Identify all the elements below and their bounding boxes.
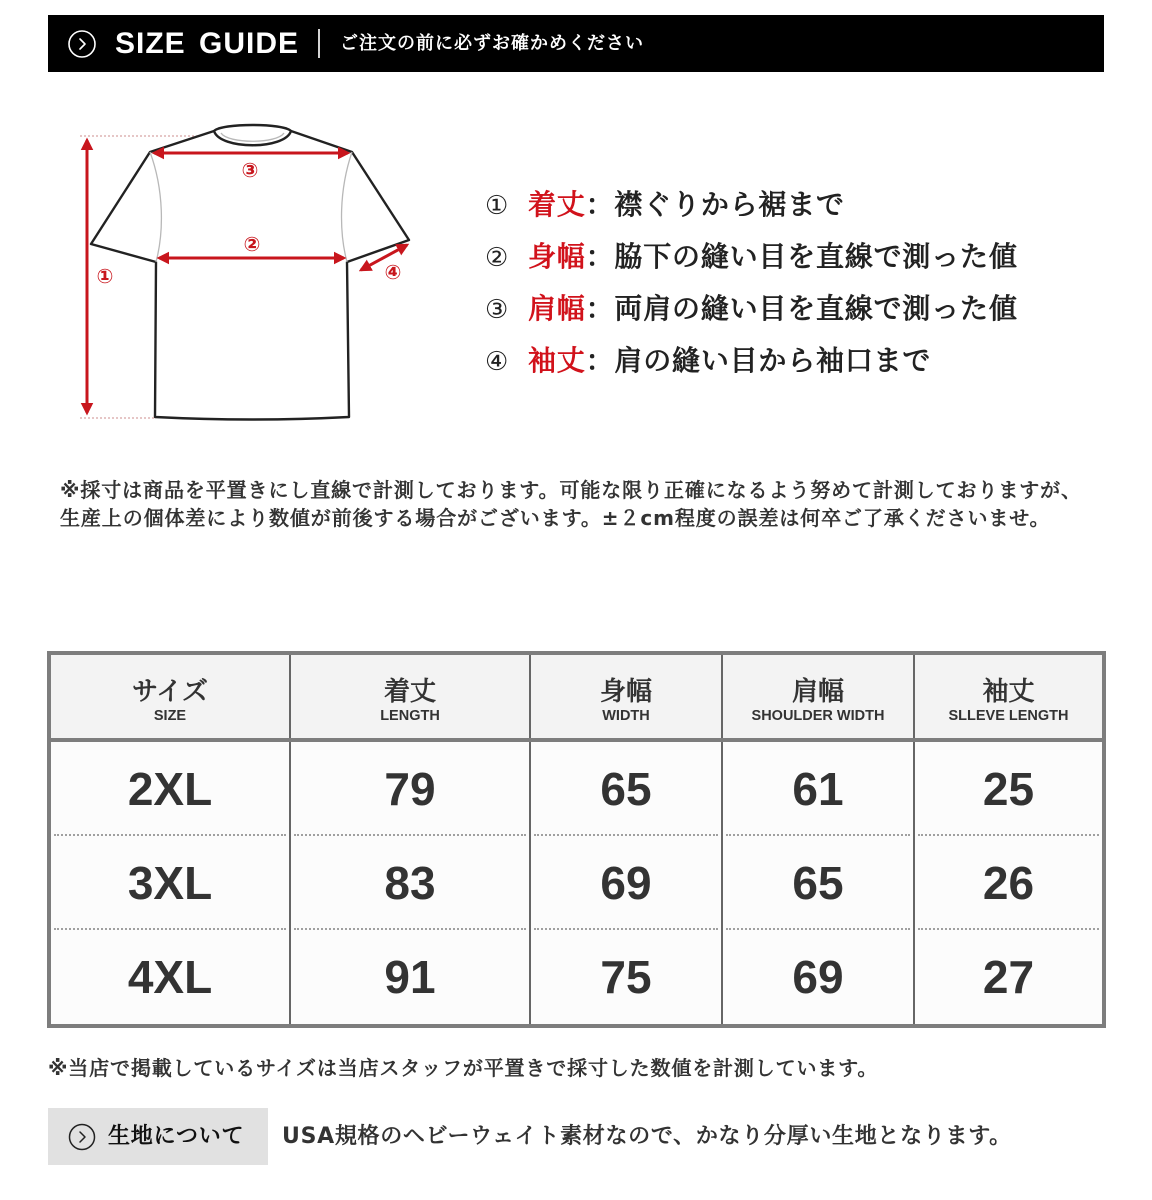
legend-number: ③ xyxy=(485,295,509,325)
sleeve-length-cell: 25 xyxy=(913,742,1102,836)
table-row xyxy=(51,930,1102,1024)
header-label-en: LENGTH xyxy=(380,708,440,724)
sleeve-marker: ④ xyxy=(384,260,402,284)
legend-number: ④ xyxy=(485,347,509,377)
measurement-legend xyxy=(485,188,1125,396)
header-label-ja: 肩幅 xyxy=(791,677,844,707)
table-row xyxy=(51,742,1102,836)
header-label-en: SHOULDER WIDTH xyxy=(751,708,885,724)
legend-term: 袖丈 xyxy=(528,344,586,377)
legend-separator: ： xyxy=(585,292,615,325)
header-subtitle: ご注文の前に必ずお確かめください xyxy=(340,33,644,54)
header-label-ja: 袖丈 xyxy=(982,677,1035,707)
table-row xyxy=(51,836,1102,930)
header-label-ja: 身幅 xyxy=(599,677,652,707)
legend-description: 両肩の縫い目を直線で測った値 xyxy=(614,292,1018,325)
chevron-right-circle-icon xyxy=(68,1123,96,1151)
legend-number: ① xyxy=(485,191,509,221)
shoulder-width-cell: 69 xyxy=(721,930,913,1024)
header-label-ja: サイズ xyxy=(132,677,208,707)
fabric-label: 生地について xyxy=(108,1124,245,1149)
legend-separator: ： xyxy=(585,344,615,377)
size-table xyxy=(47,651,1106,1028)
header-cell-size xyxy=(51,655,289,738)
table-header-row xyxy=(51,655,1102,742)
length-cell: 91 xyxy=(289,930,529,1024)
size-source-note: ※当店で掲載しているサイズは当店スタッフが平置きで採寸した数値を計測しています。 xyxy=(48,1056,879,1080)
size-cell: 3XL xyxy=(51,836,289,930)
legend-item-shoulder xyxy=(485,292,1125,344)
width-marker: ② xyxy=(243,232,261,256)
length-cell: 79 xyxy=(289,742,529,836)
header-cell-length xyxy=(289,655,529,738)
legend-description: 脇下の縫い目を直線で測った値 xyxy=(614,240,1018,273)
legend-number: ② xyxy=(485,243,509,273)
header-label-en: WIDTH xyxy=(602,708,650,724)
sleeve-length-cell: 27 xyxy=(913,930,1102,1024)
legend-item-width xyxy=(485,240,1125,292)
measurement-note-line: ※採寸は商品を平置きにし直線で計測しております。可能な限り正確になるよう努めて計測しておりますが、 xyxy=(60,478,1082,502)
length-cell: 83 xyxy=(289,836,529,930)
header-label-ja: 着丈 xyxy=(383,677,436,707)
legend-item-sleeve xyxy=(485,344,1125,396)
legend-separator: ： xyxy=(585,240,615,273)
legend-separator: ： xyxy=(585,188,615,221)
shoulder-width-cell: 61 xyxy=(721,742,913,836)
size-cell: 2XL xyxy=(51,742,289,836)
legend-term: 身幅 xyxy=(528,240,586,273)
legend-term: 肩幅 xyxy=(528,292,586,325)
width-cell: 75 xyxy=(529,930,721,1024)
collar-inner-line xyxy=(221,133,284,141)
legend-description: 肩の縫い目から袖口まで xyxy=(614,344,932,377)
header-title: SIZE GUIDE xyxy=(115,27,300,60)
legend-term: 着丈 xyxy=(528,188,586,221)
tshirt-diagram xyxy=(0,0,450,440)
measurement-note xyxy=(60,476,1140,532)
fabric-label-box xyxy=(48,1108,268,1165)
width-cell: 69 xyxy=(529,836,721,930)
shoulder-width-cell: 65 xyxy=(721,836,913,930)
header-label-en: SLLEVE LENGTH xyxy=(948,708,1069,724)
fabric-description: USA規格のヘビーウェイト素材なので、かなり分厚い生地となります。 xyxy=(282,1124,1012,1149)
measurement-note-line: 生産上の個体差により数値が前後する場合がございます。±２cm程度の誤差は何卒ご了承くださいませ。 xyxy=(60,506,1051,530)
legend-description: 襟ぐりから裾まで xyxy=(614,188,845,221)
collar-back xyxy=(214,125,291,131)
header-cell-width xyxy=(529,655,721,738)
width-cell: 65 xyxy=(529,742,721,836)
shoulder-marker: ③ xyxy=(241,158,259,182)
legend-item-length xyxy=(485,188,1125,240)
header-cell-sleeve-length xyxy=(913,655,1102,738)
header-cell-shoulder-width xyxy=(721,655,913,738)
sleeve-length-cell: 26 xyxy=(913,836,1102,930)
length-marker: ① xyxy=(96,264,114,288)
header-label-en: SIZE xyxy=(153,708,187,724)
size-cell: 4XL xyxy=(127,951,213,1003)
